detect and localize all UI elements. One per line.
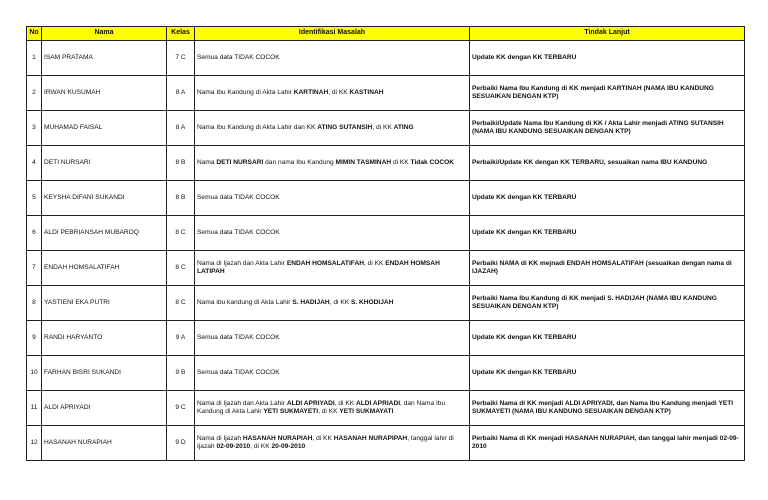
header-no: No [27, 27, 42, 41]
cell-identifikasi-masalah [195, 391, 470, 426]
student-issues-table [26, 26, 745, 461]
cell-identifikasi-masalah [195, 216, 470, 251]
table-row [27, 146, 745, 181]
cell-kelas: 9 C [167, 391, 195, 426]
cell-no: 6 [27, 216, 42, 251]
cell-tindak-lanjut: Update KK dengan KK TERBARU [470, 41, 745, 76]
cell-tindak-lanjut: Perbaiki Nama Ibu Kandung di KK menjadi S. HADIJAH (NAMA IBU KANDUNG SESUAIKAN DENGAN KTP) [470, 286, 745, 321]
masalah-text-segment: ENDAH HOMSALATIFAH [286, 259, 364, 267]
masalah-text-segment: HASANAH NURAPIAH [242, 434, 313, 442]
cell-no: 3 [27, 111, 42, 146]
cell-no: 5 [27, 181, 42, 216]
masalah-text-segment: Nama Ibu Kandung di Akta Lahir [197, 88, 294, 96]
masalah-text-segment: Semua data TIDAK COCOK [197, 53, 280, 61]
masalah-text-segment: Semua data TIDAK COCOK [197, 193, 280, 201]
cell-tindak-lanjut: Perbaiki Nama di KK menjadi ALDI APRIYADI, dan Nama Ibu Kandung menjadi YETI SUKMAYETI (NAMA IBU KANDUNG SESUAIKAN DENGAN KTP) [470, 391, 745, 426]
cell-nama: MUHAMAD FAISAL [42, 111, 167, 146]
cell-nama: FARHAN BISRI SUKANDI [42, 356, 167, 391]
masalah-text-segment: DETI NURSARI [216, 158, 264, 166]
cell-identifikasi-masalah [195, 286, 470, 321]
masalah-text-segment: Semua data TIDAK COCOK [197, 333, 280, 341]
masalah-text-segment: ALDI APRIADI [355, 399, 401, 407]
table-row [27, 181, 745, 216]
cell-kelas: 9 A [167, 321, 195, 356]
cell-tindak-lanjut: Perbaiki/Update KK dengan KK TERBARU, sesuaikan nama IBU KANDUNG [470, 146, 745, 181]
header-tindak-lanjut: Tindak Lanjut [470, 27, 745, 41]
cell-identifikasi-masalah [195, 111, 470, 146]
masalah-text-segment: , di KK [312, 434, 334, 442]
cell-kelas: 8 B [167, 146, 195, 181]
cell-kelas: 7 C [167, 41, 195, 76]
header-kelas: Kelas [167, 27, 195, 41]
table-header [27, 27, 745, 41]
masalah-text-segment: HASANAH NURAPIPAH [333, 434, 408, 442]
table-row [27, 251, 745, 286]
masalah-text-segment: ENDAH HOMSAH LATIPAH [197, 259, 440, 275]
masalah-text-segment: Semua data TIDAK COCOK [197, 368, 280, 376]
masalah-text-segment: , di KK [328, 88, 350, 96]
table-row [27, 426, 745, 461]
table-row [27, 41, 745, 76]
cell-identifikasi-masalah [195, 251, 470, 286]
cell-identifikasi-masalah [195, 146, 470, 181]
masalah-text-segment: YETI SUKMAYETI [263, 408, 319, 415]
masalah-text-segment: S. HADIJAH [292, 298, 330, 306]
table-row [27, 391, 745, 426]
cell-nama: ALDI PEBRIANSAH MUBAROQ [42, 216, 167, 251]
cell-kelas: 8 A [167, 76, 195, 111]
header-nama: Nama [42, 27, 167, 41]
masalah-text-segment: , di KK [372, 123, 394, 131]
masalah-text-segment: Nama ibu kandung di Akta Lahir [197, 298, 293, 306]
table-body [27, 41, 745, 461]
masalah-text-segment: Nama di Ijazah [197, 434, 243, 442]
table-row [27, 216, 745, 251]
data-table-container [26, 26, 745, 461]
masalah-text-segment: KASTINAH [349, 88, 384, 96]
cell-no: 7 [27, 251, 42, 286]
masalah-text-segment: Nama di Ijazah dan Akta Lahir [197, 259, 287, 267]
masalah-text-segment: Nama [197, 158, 217, 166]
masalah-text-segment: KARTINAH [293, 88, 329, 96]
cell-tindak-lanjut: Update KK dengan KK TERBARU [470, 181, 745, 216]
header-identifikasi-masalah: Identifikasi Masalah [195, 27, 470, 41]
masalah-text-segment: 20-09-2010 [271, 443, 306, 450]
cell-no: 4 [27, 146, 42, 181]
masalah-text-segment: Tidak COCOK [410, 158, 455, 166]
masalah-text-segment: , di KK [329, 298, 351, 306]
cell-tindak-lanjut: Update KK dengan KK TERBARU [470, 356, 745, 391]
cell-identifikasi-masalah [195, 426, 470, 461]
cell-tindak-lanjut: Update KK dengan KK TERBARU [470, 216, 745, 251]
masalah-text-segment: , di KK [250, 443, 272, 450]
masalah-text-segment: 02-09-2010 [216, 443, 251, 450]
table-row [27, 111, 745, 146]
masalah-text-segment: , di KK [334, 399, 356, 407]
cell-kelas: 8 C [167, 216, 195, 251]
cell-nama: IRWAN KUSUMAH [42, 76, 167, 111]
cell-tindak-lanjut: Perbaiki Nama Ibu Kandung di KK menjadi KARTINAH (NAMA IBU KANDUNG SESUAIKAN DENGAN KTP) [470, 76, 745, 111]
cell-nama: YASTIENI EKA PUTRI [42, 286, 167, 321]
cell-no: 8 [27, 286, 42, 321]
cell-identifikasi-masalah [195, 76, 470, 111]
cell-tindak-lanjut: Perbaiki/Update Nama Ibu Kandung di KK / Akta Lahir menjadi ATING SUTANSIH (NAMA IBU KANDUNG SESUAIKAN DENGAN KTP) [470, 111, 745, 146]
cell-identifikasi-masalah [195, 41, 470, 76]
cell-no: 10 [27, 356, 42, 391]
masalah-text-segment: Nama Ibu Kandung di Akta Lahir dan KK [197, 123, 318, 131]
cell-no: 12 [27, 426, 42, 461]
masalah-text-segment: S. KHODIJAH [350, 298, 394, 306]
cell-kelas: 9 D [167, 426, 195, 461]
table-row [27, 76, 745, 111]
masalah-text-segment: dan nama Ibu Kandung [263, 158, 336, 166]
cell-identifikasi-masalah [195, 181, 470, 216]
masalah-text-segment: ATING [393, 123, 414, 131]
masalah-text-segment: ALDI APRIYADI [286, 399, 335, 407]
masalah-text-segment: Semua data TIDAK COCOK [197, 228, 280, 236]
table-row [27, 356, 745, 391]
cell-nama: KEYSHA DIFANI SUKANDI [42, 181, 167, 216]
masalah-text-segment: , di KK [363, 259, 386, 267]
cell-no: 2 [27, 76, 42, 111]
cell-nama: DETI NURSARI [42, 146, 167, 181]
cell-tindak-lanjut: Perbaiki Nama di KK menjadi HASANAH NURAPIAH, dan tanggal lahir menjadi 02-09-2010 [470, 426, 745, 461]
masalah-text-segment: YETI SUKMAYATI [339, 408, 394, 415]
cell-no: 1 [27, 41, 42, 76]
cell-nama: ALDI APRIYADI [42, 391, 167, 426]
masalah-text-segment: ATING SUTANSIH [317, 123, 373, 131]
cell-nama: RANDI HARYANTO [42, 321, 167, 356]
header-row [27, 27, 745, 41]
cell-nama: ISAM PRATAMA [42, 41, 167, 76]
masalah-text-segment: di KK [391, 158, 411, 166]
table-row [27, 286, 745, 321]
cell-kelas: 9 B [167, 356, 195, 391]
cell-kelas: 8 A [167, 111, 195, 146]
masalah-text-segment: MIMIN TASMINAH [335, 158, 392, 166]
masalah-text-segment: , dan Nama Ibu Kandung di Akta Lahir [197, 399, 446, 415]
cell-no: 9 [27, 321, 42, 356]
cell-nama: ENDAH HOMSALATIFAH [42, 251, 167, 286]
masalah-text-segment: , tanggal lahir di Ijazah [197, 434, 454, 450]
cell-nama: HASANAH NURAPIAH [42, 426, 167, 461]
cell-tindak-lanjut: Perbaiki NAMA di KK mejnadi ENDAH HOMSALATIFAH (sesuaikan dengan nama di IJAZAH) [470, 251, 745, 286]
table-row [27, 321, 745, 356]
cell-identifikasi-masalah [195, 321, 470, 356]
cell-kelas: 8 B [167, 181, 195, 216]
cell-tindak-lanjut: Update KK dengan KK TERBARU [470, 321, 745, 356]
cell-kelas: 8 C [167, 286, 195, 321]
cell-identifikasi-masalah [195, 356, 470, 391]
cell-kelas: 8 C [167, 251, 195, 286]
masalah-text-segment: , di KK [318, 408, 340, 415]
cell-no: 11 [27, 391, 42, 426]
masalah-text-segment: Nama di Ijazah dan Akta Lahir [197, 399, 287, 407]
